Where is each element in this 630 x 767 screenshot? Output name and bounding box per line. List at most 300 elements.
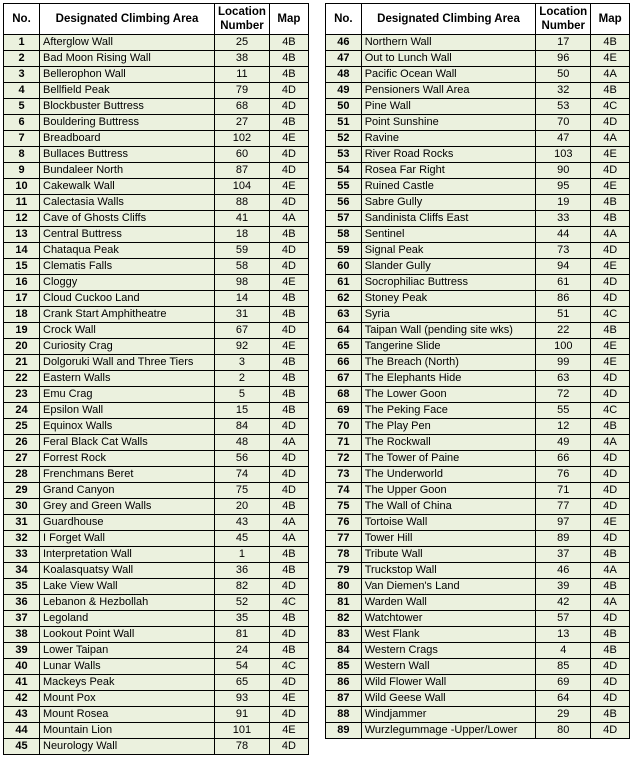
cell-no: 28 bbox=[4, 467, 40, 483]
cell-no: 40 bbox=[4, 659, 40, 675]
cell-map: 4D bbox=[269, 451, 308, 467]
cell-area: Epsilon Wall bbox=[40, 403, 215, 419]
table-row bbox=[4, 291, 309, 307]
cell-location-number: 50 bbox=[536, 67, 591, 83]
cell-location-number: 5 bbox=[215, 387, 270, 403]
cell-no: 10 bbox=[4, 179, 40, 195]
table-row bbox=[4, 723, 309, 739]
cell-area: Bundaleer North bbox=[40, 163, 215, 179]
cell-no: 29 bbox=[4, 483, 40, 499]
cell-map: 4D bbox=[591, 691, 630, 707]
cell-no: 79 bbox=[326, 563, 362, 579]
cell-location-number: 58 bbox=[215, 259, 270, 275]
cell-location-number: 52 bbox=[215, 595, 270, 611]
cell-map: 4D bbox=[269, 739, 308, 755]
table-row bbox=[4, 739, 309, 755]
cell-no: 78 bbox=[326, 547, 362, 563]
cell-no: 14 bbox=[4, 243, 40, 259]
table-row bbox=[326, 291, 630, 307]
cell-area: Western Crags bbox=[361, 643, 536, 659]
cell-map: 4D bbox=[269, 419, 308, 435]
table-row bbox=[326, 707, 630, 723]
cell-area: Koalasquatsy Wall bbox=[40, 563, 215, 579]
cell-area: Central Buttress bbox=[40, 227, 215, 243]
cell-area: Mount Pox bbox=[40, 691, 215, 707]
cell-no: 77 bbox=[326, 531, 362, 547]
table-row bbox=[4, 179, 309, 195]
cell-map: 4E bbox=[591, 515, 630, 531]
cell-area: Bouldering Buttress bbox=[40, 115, 215, 131]
cell-location-number: 102 bbox=[215, 131, 270, 147]
cell-location-number: 86 bbox=[536, 291, 591, 307]
table-row bbox=[4, 275, 309, 291]
cell-map: 4B bbox=[269, 403, 308, 419]
cell-map: 4D bbox=[269, 579, 308, 595]
cell-location-number: 60 bbox=[215, 147, 270, 163]
cell-map: 4D bbox=[269, 323, 308, 339]
cell-map: 4E bbox=[269, 339, 308, 355]
cell-location-number: 85 bbox=[536, 659, 591, 675]
cell-no: 19 bbox=[4, 323, 40, 339]
cell-no: 69 bbox=[326, 403, 362, 419]
cell-map: 4D bbox=[591, 451, 630, 467]
cell-location-number: 92 bbox=[215, 339, 270, 355]
cell-map: 4D bbox=[591, 387, 630, 403]
cell-no: 66 bbox=[326, 355, 362, 371]
table-row bbox=[4, 435, 309, 451]
cell-map: 4E bbox=[591, 339, 630, 355]
cell-no: 53 bbox=[326, 147, 362, 163]
cell-area: Syria bbox=[361, 307, 536, 323]
cell-location-number: 49 bbox=[536, 435, 591, 451]
cell-location-number: 43 bbox=[215, 515, 270, 531]
cell-map: 4D bbox=[591, 675, 630, 691]
header-location-number: Location Number bbox=[215, 4, 270, 35]
cell-area: Eastern Walls bbox=[40, 371, 215, 387]
cell-area: Socrophiliac Buttress bbox=[361, 275, 536, 291]
table-row bbox=[4, 355, 309, 371]
cell-map: 4B bbox=[269, 547, 308, 563]
cell-area: Pensioners Wall Area bbox=[361, 83, 536, 99]
cell-no: 17 bbox=[4, 291, 40, 307]
cell-map: 4B bbox=[269, 291, 308, 307]
table-row bbox=[326, 99, 630, 115]
cell-location-number: 15 bbox=[215, 403, 270, 419]
table-row bbox=[326, 307, 630, 323]
cell-no: 36 bbox=[4, 595, 40, 611]
cell-map: 4D bbox=[269, 675, 308, 691]
cell-no: 35 bbox=[4, 579, 40, 595]
table-row bbox=[326, 195, 630, 211]
cell-area: Neurology Wall bbox=[40, 739, 215, 755]
table-row bbox=[4, 195, 309, 211]
table-row bbox=[4, 387, 309, 403]
cell-area: The Elephants Hide bbox=[361, 371, 536, 387]
cell-area: Tangerine Slide bbox=[361, 339, 536, 355]
table-row bbox=[4, 323, 309, 339]
table-row bbox=[326, 659, 630, 675]
cell-location-number: 104 bbox=[215, 179, 270, 195]
table-row bbox=[4, 243, 309, 259]
cell-map: 4B bbox=[269, 35, 308, 51]
table-row bbox=[326, 387, 630, 403]
cell-location-number: 55 bbox=[536, 403, 591, 419]
cell-area: Lake View Wall bbox=[40, 579, 215, 595]
cell-map: 4A bbox=[269, 211, 308, 227]
cell-location-number: 84 bbox=[215, 419, 270, 435]
cell-area: Emu Crag bbox=[40, 387, 215, 403]
cell-map: 4D bbox=[591, 611, 630, 627]
cell-location-number: 80 bbox=[536, 723, 591, 739]
cell-map: 4A bbox=[591, 563, 630, 579]
cell-area: Chataqua Peak bbox=[40, 243, 215, 259]
cell-no: 27 bbox=[4, 451, 40, 467]
cell-location-number: 39 bbox=[536, 579, 591, 595]
cell-location-number: 88 bbox=[215, 195, 270, 211]
cell-map: 4B bbox=[269, 51, 308, 67]
cell-location-number: 69 bbox=[536, 675, 591, 691]
table-header-row bbox=[326, 4, 630, 35]
cell-map: 4B bbox=[269, 563, 308, 579]
table-row bbox=[4, 99, 309, 115]
cell-area: Grand Canyon bbox=[40, 483, 215, 499]
cell-location-number: 101 bbox=[215, 723, 270, 739]
table-row bbox=[326, 131, 630, 147]
table-row bbox=[326, 691, 630, 707]
table-row bbox=[4, 483, 309, 499]
cell-area: Western Wall bbox=[361, 659, 536, 675]
table-row bbox=[326, 163, 630, 179]
cell-no: 82 bbox=[326, 611, 362, 627]
table-row bbox=[4, 339, 309, 355]
cell-map: 4B bbox=[269, 307, 308, 323]
cell-location-number: 36 bbox=[215, 563, 270, 579]
cell-map: 4B bbox=[269, 387, 308, 403]
cell-map: 4B bbox=[269, 611, 308, 627]
table-row bbox=[326, 515, 630, 531]
cell-no: 80 bbox=[326, 579, 362, 595]
cell-no: 9 bbox=[4, 163, 40, 179]
cell-location-number: 33 bbox=[536, 211, 591, 227]
cell-location-number: 87 bbox=[215, 163, 270, 179]
table-row bbox=[326, 323, 630, 339]
cell-map: 4E bbox=[269, 723, 308, 739]
table-row bbox=[326, 627, 630, 643]
cell-area: Calectasia Walls bbox=[40, 195, 215, 211]
cell-no: 45 bbox=[4, 739, 40, 755]
cell-area: Breadboard bbox=[40, 131, 215, 147]
table-row bbox=[326, 115, 630, 131]
table-row bbox=[4, 51, 309, 67]
table-row bbox=[4, 675, 309, 691]
cell-no: 89 bbox=[326, 723, 362, 739]
table-row bbox=[4, 627, 309, 643]
cell-no: 61 bbox=[326, 275, 362, 291]
cell-area: Bullaces Buttress bbox=[40, 147, 215, 163]
cell-area: Lower Taipan bbox=[40, 643, 215, 659]
cell-no: 88 bbox=[326, 707, 362, 723]
cell-location-number: 27 bbox=[215, 115, 270, 131]
cell-location-number: 47 bbox=[536, 131, 591, 147]
cell-area: Curiosity Crag bbox=[40, 339, 215, 355]
cell-location-number: 95 bbox=[536, 179, 591, 195]
table-row bbox=[4, 563, 309, 579]
cell-no: 39 bbox=[4, 643, 40, 659]
cell-area: The Play Pen bbox=[361, 419, 536, 435]
cell-area: Tribute Wall bbox=[361, 547, 536, 563]
table-row bbox=[326, 579, 630, 595]
table-row bbox=[326, 67, 630, 83]
cell-no: 26 bbox=[4, 435, 40, 451]
cell-location-number: 59 bbox=[215, 243, 270, 259]
cell-area: Crank Start Amphitheatre bbox=[40, 307, 215, 323]
cell-no: 59 bbox=[326, 243, 362, 259]
cell-location-number: 4 bbox=[536, 643, 591, 659]
table-row bbox=[326, 179, 630, 195]
cell-area: Bellfield Peak bbox=[40, 83, 215, 99]
cell-no: 46 bbox=[326, 35, 362, 51]
cell-no: 57 bbox=[326, 211, 362, 227]
cell-map: 4D bbox=[591, 531, 630, 547]
cell-no: 70 bbox=[326, 419, 362, 435]
cell-no: 34 bbox=[4, 563, 40, 579]
cell-no: 83 bbox=[326, 627, 362, 643]
cell-location-number: 48 bbox=[215, 435, 270, 451]
table-row bbox=[4, 643, 309, 659]
cell-no: 68 bbox=[326, 387, 362, 403]
cell-area: Lebanon & Hezbollah bbox=[40, 595, 215, 611]
cell-no: 18 bbox=[4, 307, 40, 323]
cell-no: 38 bbox=[4, 627, 40, 643]
cell-map: 4A bbox=[591, 131, 630, 147]
cell-area: Crock Wall bbox=[40, 323, 215, 339]
climbing-areas-table-right bbox=[325, 3, 630, 739]
cell-location-number: 35 bbox=[215, 611, 270, 627]
cell-map: 4B bbox=[269, 67, 308, 83]
cell-location-number: 51 bbox=[536, 307, 591, 323]
cell-map: 4B bbox=[269, 371, 308, 387]
cell-no: 73 bbox=[326, 467, 362, 483]
cell-map: 4B bbox=[269, 643, 308, 659]
cell-area: Interpretation Wall bbox=[40, 547, 215, 563]
cell-area: Feral Black Cat Walls bbox=[40, 435, 215, 451]
header-no: No. bbox=[326, 4, 362, 35]
cell-area: Legoland bbox=[40, 611, 215, 627]
table-row bbox=[326, 371, 630, 387]
cell-location-number: 38 bbox=[215, 51, 270, 67]
cell-no: 72 bbox=[326, 451, 362, 467]
cell-map: 4D bbox=[269, 627, 308, 643]
cell-location-number: 68 bbox=[215, 99, 270, 115]
cell-no: 32 bbox=[4, 531, 40, 547]
cell-location-number: 53 bbox=[536, 99, 591, 115]
table-row bbox=[4, 307, 309, 323]
cell-location-number: 99 bbox=[536, 355, 591, 371]
table-row bbox=[4, 67, 309, 83]
table-row bbox=[326, 531, 630, 547]
cell-location-number: 12 bbox=[536, 419, 591, 435]
cell-map: 4A bbox=[591, 227, 630, 243]
table-row bbox=[4, 499, 309, 515]
cell-no: 75 bbox=[326, 499, 362, 515]
cell-area: Cloud Cuckoo Land bbox=[40, 291, 215, 307]
cell-location-number: 76 bbox=[536, 467, 591, 483]
cell-map: 4E bbox=[269, 179, 308, 195]
cell-location-number: 61 bbox=[536, 275, 591, 291]
cell-no: 50 bbox=[326, 99, 362, 115]
cell-no: 3 bbox=[4, 67, 40, 83]
cell-area: Mountain Lion bbox=[40, 723, 215, 739]
cell-area: Sandinista Cliffs East bbox=[361, 211, 536, 227]
table-body-left bbox=[4, 35, 309, 755]
cell-location-number: 91 bbox=[215, 707, 270, 723]
table-row bbox=[4, 211, 309, 227]
table-row bbox=[4, 467, 309, 483]
cell-no: 6 bbox=[4, 115, 40, 131]
cell-map: 4D bbox=[591, 291, 630, 307]
cell-location-number: 72 bbox=[536, 387, 591, 403]
cell-no: 56 bbox=[326, 195, 362, 211]
cell-no: 60 bbox=[326, 259, 362, 275]
cell-location-number: 44 bbox=[536, 227, 591, 243]
cell-location-number: 66 bbox=[536, 451, 591, 467]
cell-location-number: 1 bbox=[215, 547, 270, 563]
cell-map: 4D bbox=[269, 243, 308, 259]
cell-area: Afterglow Wall bbox=[40, 35, 215, 51]
cell-no: 21 bbox=[4, 355, 40, 371]
cell-no: 41 bbox=[4, 675, 40, 691]
table-row bbox=[4, 451, 309, 467]
table-row bbox=[326, 147, 630, 163]
cell-area: River Road Rocks bbox=[361, 147, 536, 163]
cell-no: 63 bbox=[326, 307, 362, 323]
table-row bbox=[326, 547, 630, 563]
cell-no: 58 bbox=[326, 227, 362, 243]
cell-area: Ravine bbox=[361, 131, 536, 147]
cell-location-number: 22 bbox=[536, 323, 591, 339]
cell-area: Rosea Far Right bbox=[361, 163, 536, 179]
table-body-right bbox=[326, 35, 630, 739]
cell-no: 74 bbox=[326, 483, 362, 499]
cell-area: Mackeys Peak bbox=[40, 675, 215, 691]
table-row bbox=[326, 355, 630, 371]
cell-no: 49 bbox=[326, 83, 362, 99]
cell-no: 84 bbox=[326, 643, 362, 659]
cell-location-number: 56 bbox=[215, 451, 270, 467]
cell-area: Stoney Peak bbox=[361, 291, 536, 307]
cell-location-number: 100 bbox=[536, 339, 591, 355]
table-row bbox=[326, 451, 630, 467]
cell-location-number: 37 bbox=[536, 547, 591, 563]
cell-map: 4D bbox=[269, 83, 308, 99]
table-row bbox=[326, 83, 630, 99]
cell-map: 4B bbox=[269, 355, 308, 371]
table-row bbox=[326, 611, 630, 627]
cell-area: Windjammer bbox=[361, 707, 536, 723]
cell-area: Cakewalk Wall bbox=[40, 179, 215, 195]
cell-location-number: 11 bbox=[215, 67, 270, 83]
cell-map: 4B bbox=[591, 643, 630, 659]
header-map: Map bbox=[269, 4, 308, 35]
cell-map: 4D bbox=[591, 723, 630, 739]
cell-location-number: 94 bbox=[536, 259, 591, 275]
cell-map: 4B bbox=[591, 35, 630, 51]
table-row bbox=[4, 547, 309, 563]
cell-location-number: 74 bbox=[215, 467, 270, 483]
cell-location-number: 3 bbox=[215, 355, 270, 371]
cell-area: Wurzlegummage -Upper/Lower bbox=[361, 723, 536, 739]
table-header-row bbox=[4, 4, 309, 35]
table-row bbox=[326, 259, 630, 275]
cell-no: 81 bbox=[326, 595, 362, 611]
cell-map: 4D bbox=[591, 467, 630, 483]
cell-no: 12 bbox=[4, 211, 40, 227]
cell-location-number: 78 bbox=[215, 739, 270, 755]
cell-area: Pine Wall bbox=[361, 99, 536, 115]
cell-no: 5 bbox=[4, 99, 40, 115]
cell-map: 4E bbox=[591, 179, 630, 195]
cell-area: Grey and Green Walls bbox=[40, 499, 215, 515]
cell-area: Dolgoruki Wall and Three Tiers bbox=[40, 355, 215, 371]
cell-map: 4D bbox=[591, 499, 630, 515]
table-row bbox=[4, 131, 309, 147]
cell-area: The Wall of China bbox=[361, 499, 536, 515]
cell-map: 4A bbox=[591, 595, 630, 611]
cell-area: Cave of Ghosts Cliffs bbox=[40, 211, 215, 227]
cell-area: Slander Gully bbox=[361, 259, 536, 275]
table-row bbox=[4, 403, 309, 419]
cell-no: 51 bbox=[326, 115, 362, 131]
cell-map: 4D bbox=[269, 195, 308, 211]
cell-location-number: 96 bbox=[536, 51, 591, 67]
cell-location-number: 82 bbox=[215, 579, 270, 595]
cell-area: Van Diemen's Land bbox=[361, 579, 536, 595]
cell-area: Watchtower bbox=[361, 611, 536, 627]
cell-no: 47 bbox=[326, 51, 362, 67]
cell-area: Clematis Falls bbox=[40, 259, 215, 275]
cell-map: 4E bbox=[591, 259, 630, 275]
cell-no: 7 bbox=[4, 131, 40, 147]
cell-area: Blockbuster Buttress bbox=[40, 99, 215, 115]
table-row bbox=[326, 435, 630, 451]
table-row bbox=[4, 115, 309, 131]
cell-location-number: 19 bbox=[536, 195, 591, 211]
table-row bbox=[326, 51, 630, 67]
cell-location-number: 54 bbox=[215, 659, 270, 675]
table-row bbox=[4, 515, 309, 531]
cell-map: 4B bbox=[269, 115, 308, 131]
cell-no: 24 bbox=[4, 403, 40, 419]
table-row bbox=[4, 163, 309, 179]
header-no: No. bbox=[4, 4, 40, 35]
table-row bbox=[326, 227, 630, 243]
cell-no: 55 bbox=[326, 179, 362, 195]
table-row bbox=[4, 611, 309, 627]
cell-area: Tortoise Wall bbox=[361, 515, 536, 531]
table-row bbox=[326, 467, 630, 483]
cell-map: 4A bbox=[269, 515, 308, 531]
cell-location-number: 77 bbox=[536, 499, 591, 515]
cell-map: 4E bbox=[591, 147, 630, 163]
cell-area: Signal Peak bbox=[361, 243, 536, 259]
table-row bbox=[4, 419, 309, 435]
cell-location-number: 67 bbox=[215, 323, 270, 339]
cell-location-number: 20 bbox=[215, 499, 270, 515]
cell-map: 4D bbox=[591, 163, 630, 179]
cell-no: 31 bbox=[4, 515, 40, 531]
cell-area: Cloggy bbox=[40, 275, 215, 291]
cell-map: 4C bbox=[591, 307, 630, 323]
